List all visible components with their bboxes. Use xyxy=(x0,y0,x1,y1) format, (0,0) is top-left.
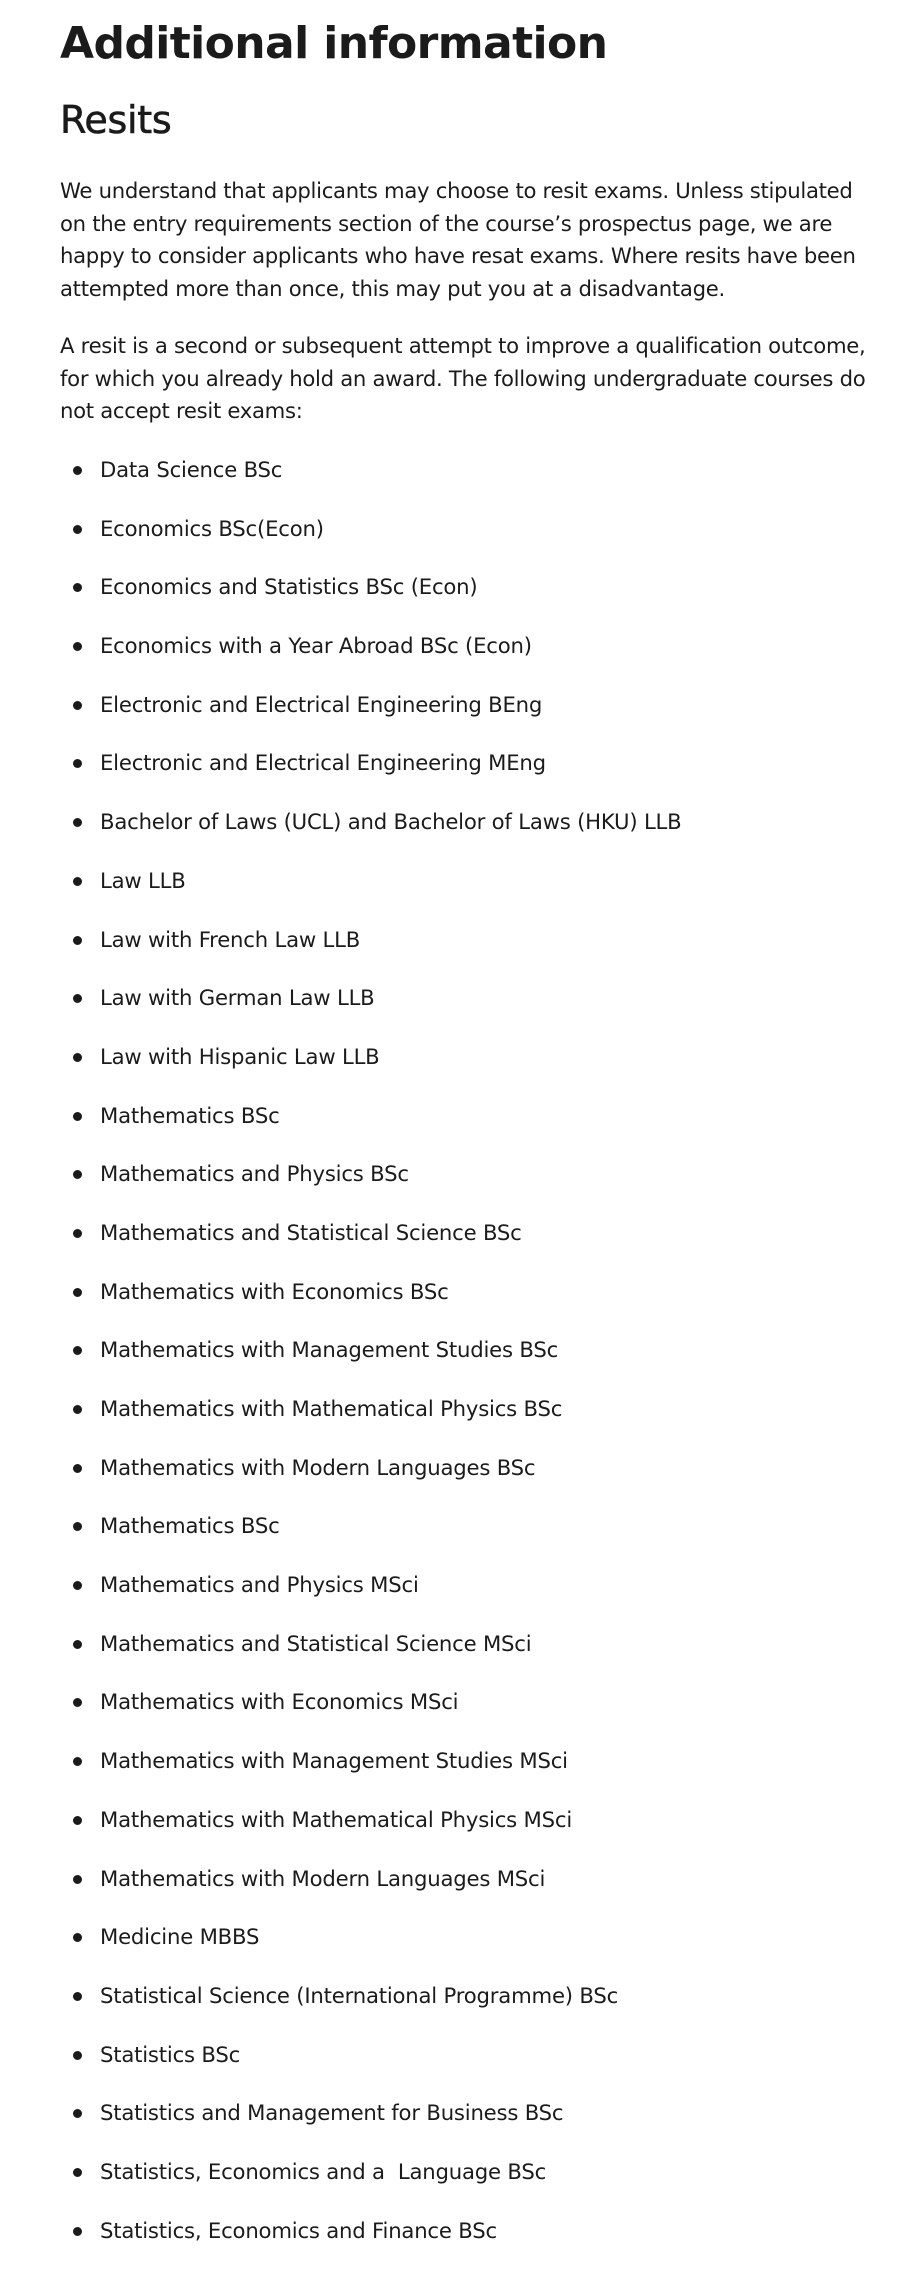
bullet-icon xyxy=(73,1405,82,1414)
course-name: Law with Hispanic Law LLB xyxy=(100,1043,380,1069)
bullet-icon xyxy=(73,701,82,710)
course-name: Economics BSc(Econ) xyxy=(100,515,324,541)
list-item xyxy=(60,2038,880,2097)
list-item xyxy=(60,1920,880,1979)
list-item xyxy=(60,1509,880,1568)
list-item xyxy=(60,864,880,923)
course-name: Law with French Law LLB xyxy=(100,926,361,952)
resits-definition-paragraph: A resit is a second or subsequent attempt to improve a qualification outcome, for which you already hold an award. The following undergraduate courses do not accept resit exams: xyxy=(60,333,866,424)
course-name: Statistics BSc xyxy=(100,2041,241,2067)
list-item xyxy=(60,2214,880,2272)
page-title: Additional information xyxy=(60,18,608,69)
course-name: Statistics and Management for Business BSc xyxy=(100,2100,564,2126)
bullet-icon xyxy=(73,1346,82,1355)
bullet-icon xyxy=(73,2168,82,2177)
course-name: Statistical Science (International Programme) BSc xyxy=(100,1982,619,2008)
list-item xyxy=(60,453,880,512)
course-name: Law LLB xyxy=(100,867,186,893)
course-name: Mathematics and Physics MSci xyxy=(100,1572,419,1598)
course-name: Mathematics with Modern Languages MSci xyxy=(100,1865,546,1891)
bullet-icon xyxy=(73,1992,82,2001)
list-item xyxy=(60,1862,880,1921)
section-title-resits: Resits xyxy=(60,98,172,142)
course-name: Electronic and Electrical Engineering BEng xyxy=(100,691,543,717)
bullet-icon xyxy=(73,1581,82,1590)
list-item xyxy=(60,805,880,864)
course-name: Mathematics with Modern Languages BSc xyxy=(100,1454,536,1480)
course-name: Mathematics and Physics BSc xyxy=(100,1161,409,1187)
bullet-icon xyxy=(73,818,82,827)
course-name: Mathematics with Mathematical Physics MSci xyxy=(100,1806,573,1832)
list-item xyxy=(60,1099,880,1158)
bullet-icon xyxy=(73,1875,82,1884)
bullet-icon xyxy=(73,583,82,592)
course-name: Economics with a Year Abroad BSc (Econ) xyxy=(100,633,532,659)
list-item xyxy=(60,1744,880,1803)
bullet-icon xyxy=(73,1229,82,1238)
bullet-icon xyxy=(73,1522,82,1531)
list-item xyxy=(60,2096,880,2155)
course-name: Economics and Statistics BSc (Econ) xyxy=(100,574,478,600)
list-item xyxy=(60,1568,880,1627)
bullet-icon xyxy=(73,2051,82,2060)
bullet-icon xyxy=(73,2227,82,2236)
bullet-icon xyxy=(73,1288,82,1297)
list-item xyxy=(60,629,880,688)
list-item xyxy=(60,1392,880,1451)
course-name: Data Science BSc xyxy=(100,457,283,482)
list-item xyxy=(60,1803,880,1862)
course-list xyxy=(60,453,880,2272)
list-item xyxy=(60,1685,880,1744)
bullet-icon xyxy=(73,525,82,534)
list-item xyxy=(60,1275,880,1334)
list-item xyxy=(60,570,880,629)
list-item xyxy=(60,981,880,1040)
course-name: Mathematics and Statistical Science BSc xyxy=(100,1219,522,1245)
bullet-icon xyxy=(73,1757,82,1766)
course-name: Mathematics with Management Studies MSci xyxy=(100,1748,568,1774)
course-name: Mathematics BSc xyxy=(100,1102,280,1128)
bullet-icon xyxy=(73,1933,82,1942)
course-name: Mathematics and Statistical Science MSci xyxy=(100,1630,532,1656)
list-item xyxy=(60,923,880,982)
bullet-icon xyxy=(73,466,82,475)
course-name: Mathematics with Mathematical Physics BSc xyxy=(100,1396,563,1421)
bullet-icon xyxy=(73,1698,82,1707)
course-name: Bachelor of Laws (UCL) and Bachelor of Laws (HKU) LLB xyxy=(100,809,682,835)
bullet-icon xyxy=(73,1112,82,1121)
resits-intro-paragraph: We understand that applicants may choose to resit exams. Unless stipulated on the entry requirements section of the course’s prospectus page, we are happy to consider applicants who have resat exams. Where resits have been attempted more than once, this may put you at a disadvantage. xyxy=(60,178,856,301)
list-item xyxy=(60,1451,880,1510)
course-name: Law with German Law LLB xyxy=(100,985,375,1011)
bullet-icon xyxy=(73,1640,82,1649)
bullet-icon xyxy=(73,1464,82,1473)
course-name: Medicine MBBS xyxy=(100,1924,260,1950)
list-item xyxy=(60,746,880,805)
course-name: Statistics, Economics and a Language BSc xyxy=(100,2158,547,2184)
course-name: Mathematics with Management Studies BSc xyxy=(100,1337,559,1363)
list-item xyxy=(60,688,880,747)
course-name: Mathematics BSc xyxy=(100,1513,280,1539)
list-item xyxy=(60,1627,880,1686)
list-item xyxy=(60,1979,880,2038)
course-name: Mathematics with Economics MSci xyxy=(100,1689,459,1715)
bullet-icon xyxy=(73,1170,82,1179)
bullet-icon xyxy=(73,2109,82,2118)
bullet-icon xyxy=(73,994,82,1003)
bullet-icon xyxy=(73,1053,82,1062)
bullet-icon xyxy=(73,936,82,945)
list-item xyxy=(60,1333,880,1392)
course-name: Mathematics with Economics BSc xyxy=(100,1278,449,1304)
list-item xyxy=(60,1216,880,1275)
list-item xyxy=(60,2155,880,2214)
bullet-icon xyxy=(73,877,82,886)
course-name: Statistics, Economics and Finance BSc xyxy=(100,2217,497,2243)
course-name: Electronic and Electrical Engineering MEng xyxy=(100,750,546,776)
bullet-icon xyxy=(73,1816,82,1825)
list-item xyxy=(60,512,880,571)
list-item xyxy=(60,1157,880,1216)
bullet-icon xyxy=(73,759,82,768)
list-item xyxy=(60,1040,880,1099)
bullet-icon xyxy=(73,642,82,651)
